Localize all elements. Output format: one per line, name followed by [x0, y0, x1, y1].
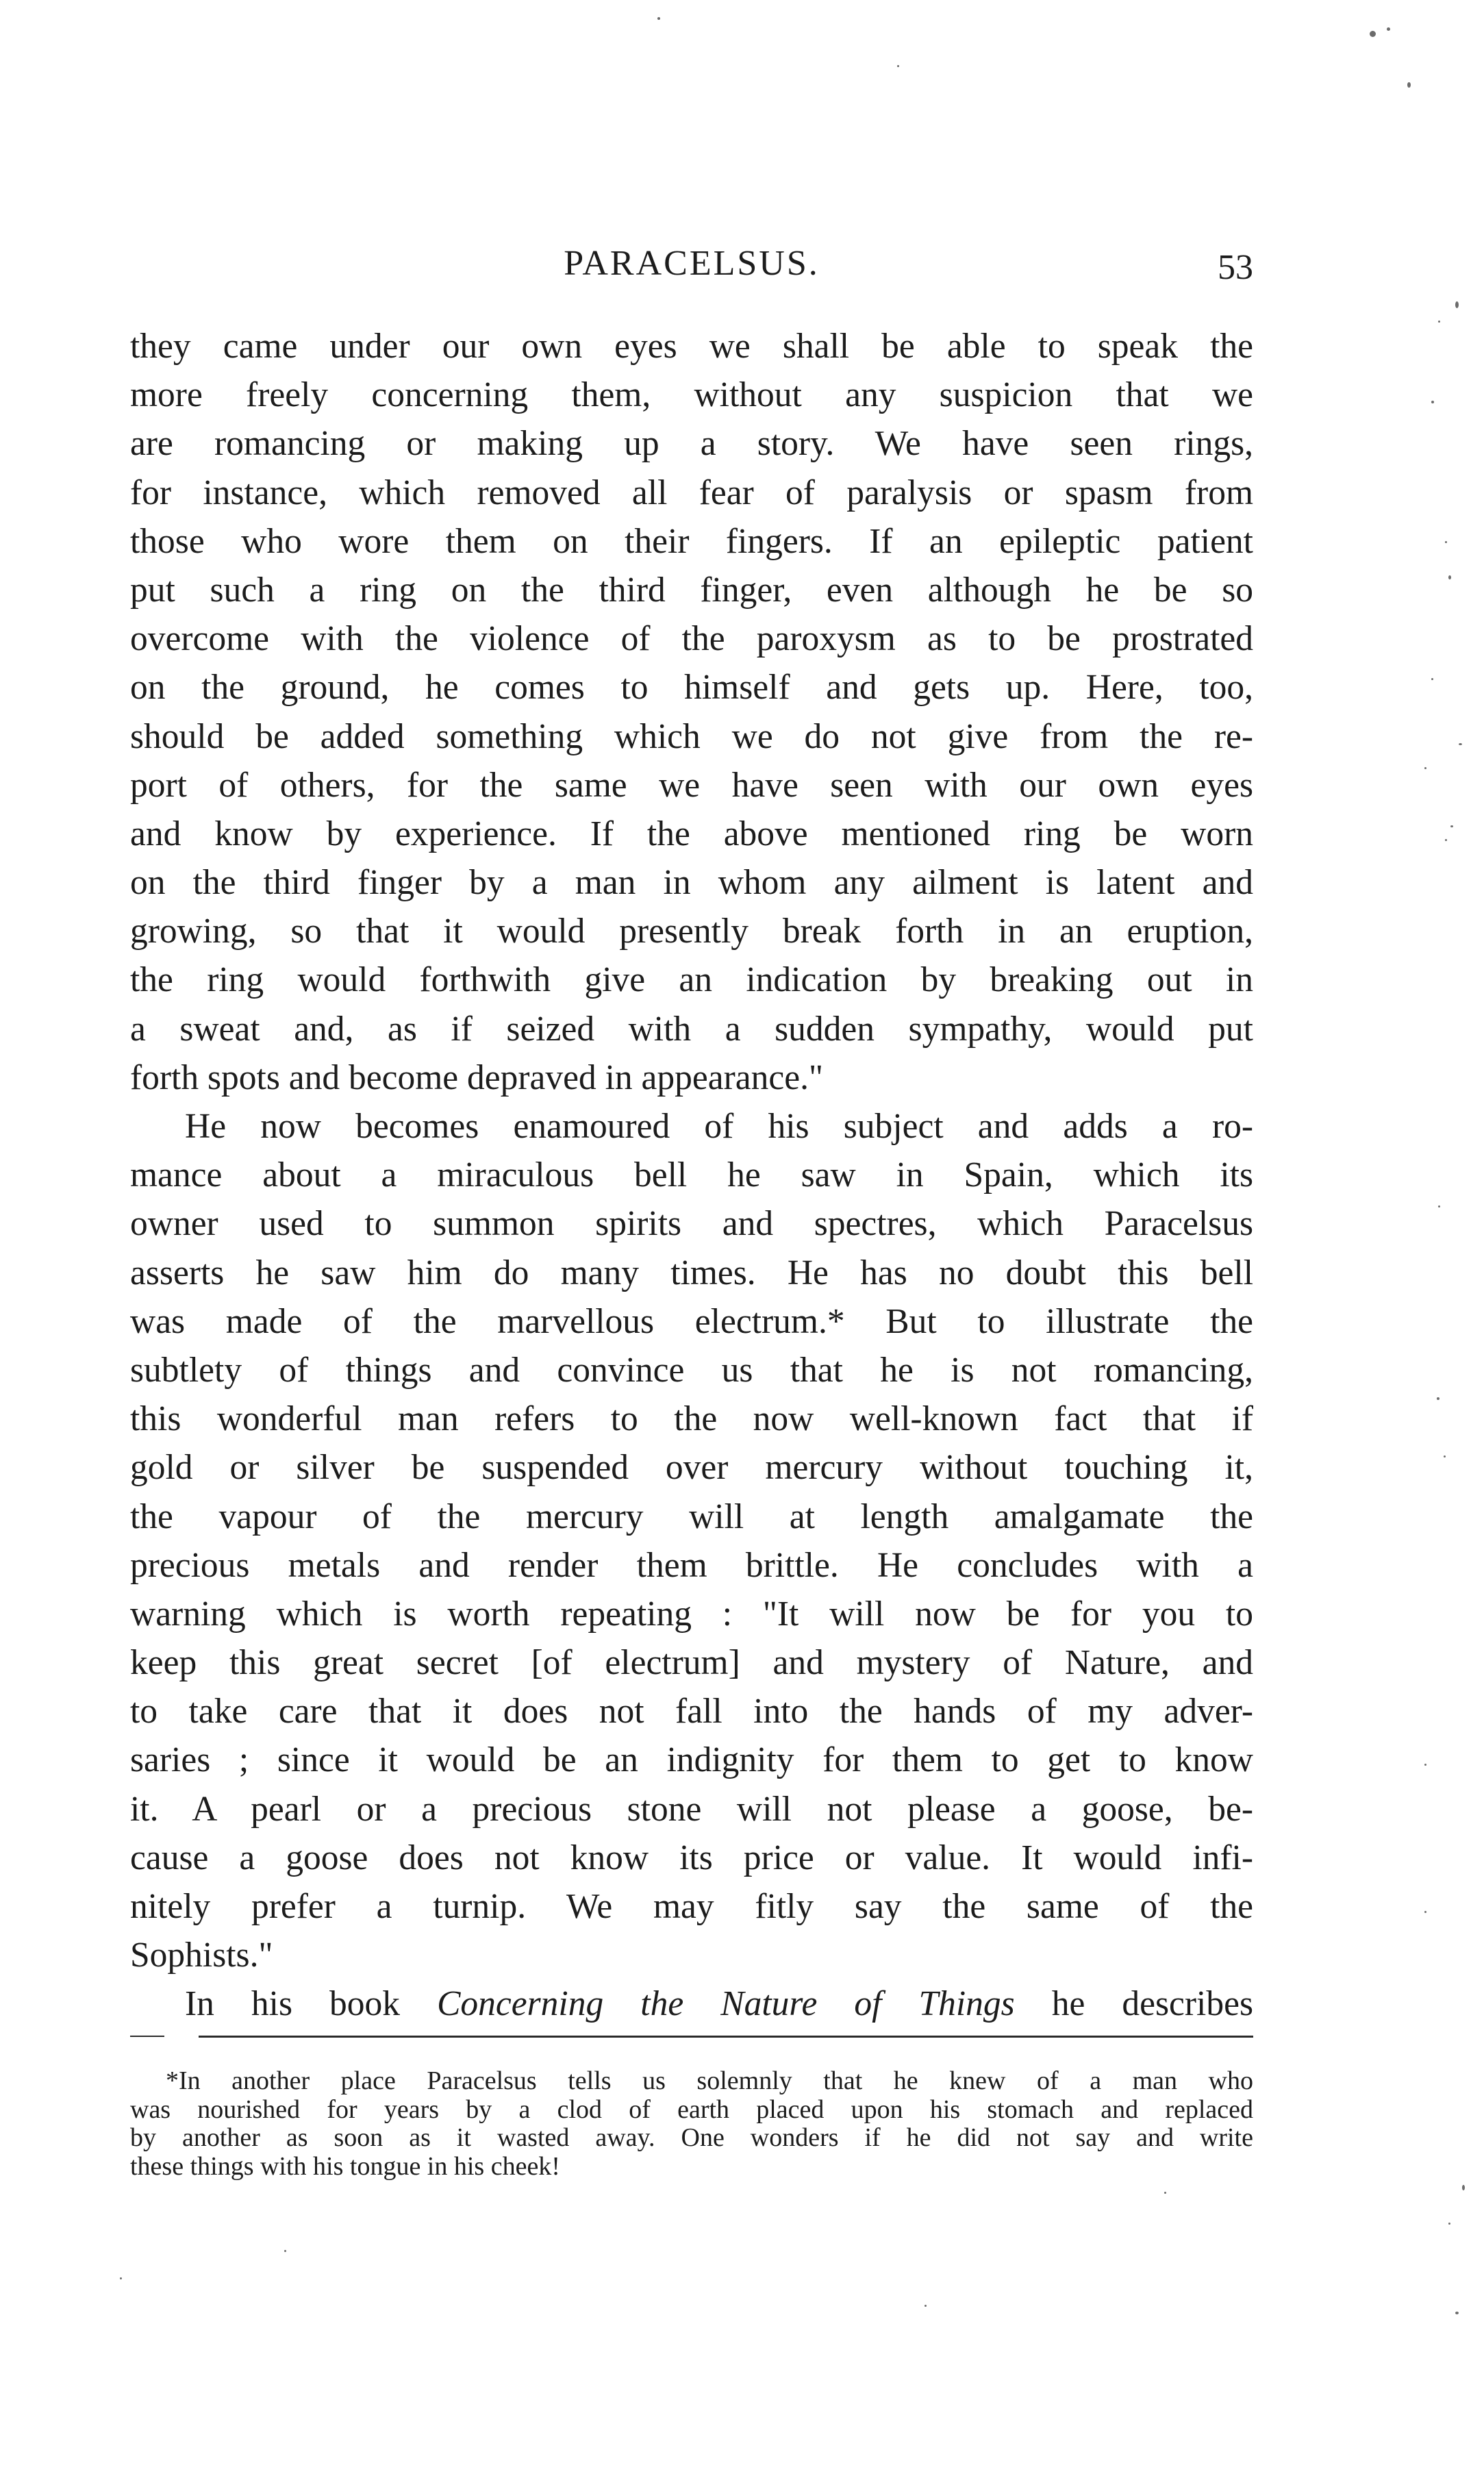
footnote-line: these things with his tongue in his cheek!	[130, 2152, 560, 2181]
text-line: subtlety of things and convince us that he is not romancing,	[130, 1350, 1253, 1390]
scan-speck	[657, 17, 660, 20]
scan-speck	[1448, 575, 1451, 579]
text-line: the ring would forthwith give an indication by breaking out in	[130, 960, 1253, 1000]
paragraph-end-line: Sophists."	[130, 1936, 273, 1975]
text-line: owner used to summon spirits and spectres, which Paracelsus	[130, 1204, 1253, 1244]
text-line: port of others, for the same we have seen with our own eyes	[130, 765, 1253, 805]
text-line: cause a goose does not know its price or value. It would infi-	[130, 1838, 1253, 1877]
scan-speck	[1424, 767, 1426, 769]
footnote-rule-dash	[130, 2036, 164, 2037]
text-line: was made of the marvellous electrum.* But to illustrate the	[130, 1301, 1253, 1341]
scan-speck	[1455, 301, 1459, 308]
scan-speck	[1438, 321, 1440, 323]
scan-speck	[1445, 541, 1447, 543]
paragraph-end-line: forth spots and become depraved in appearance."	[130, 1058, 823, 1097]
text-line: should be added something which we do not give from the re-	[130, 716, 1253, 756]
text-line: keep this great secret [of electrum] and mystery of Nature, and	[130, 1643, 1253, 1683]
text-line: it. A pearl or a precious stone will not please a goose, be-	[130, 1789, 1253, 1829]
text-line: the vapour of the mercury will at length amalgamate the	[130, 1497, 1253, 1536]
scan-speck	[1370, 31, 1376, 37]
scan-speck	[1459, 743, 1462, 745]
running-title: PARACELSUS.	[564, 244, 820, 283]
text-line: saries ; since it would be an indignity for them to get to know	[130, 1740, 1253, 1780]
text-line: gold or silver be suspended over mercury without touching it,	[130, 1448, 1253, 1488]
scan-speck	[1455, 2312, 1459, 2314]
book-title: Concerning the Nature of Things	[437, 1984, 1015, 2024]
scan-speck	[925, 2305, 927, 2307]
text-line: asserts he saw him do many times. He has no doubt this bell	[130, 1253, 1253, 1292]
text-line: on the ground, he comes to himself and gets up. Here, too,	[130, 668, 1253, 708]
scan-speck	[1462, 2185, 1465, 2190]
page-number: 53	[1218, 248, 1253, 287]
scan-speck	[1444, 1455, 1446, 1458]
footnote-line: *In another place Paracelsus tells us solemnly that he knew of a man who	[166, 2067, 1253, 2095]
text-line: and know by experience. If the above mentioned ring be worn	[130, 814, 1253, 853]
scan-speck	[1437, 1397, 1439, 1400]
footnote-line: by another as soon as it wasted away. One wonders if he did not say and write	[130, 2124, 1253, 2152]
scan-speck	[1445, 839, 1447, 841]
scan-speck	[1164, 2192, 1166, 2194]
text-line: those who wore them on their fingers. If an epileptic patient	[130, 521, 1253, 561]
text-line: nitely prefer a turnip. We may fitly say the same of the	[130, 1887, 1253, 1926]
footnote	[130, 2067, 1253, 2181]
text-line: warning which is worth repeating : "It will now be for you to	[130, 1594, 1253, 1634]
text-line: a sweat and, as if seized with a sudden sympathy, would put	[130, 1009, 1253, 1049]
scan-speck	[1450, 825, 1453, 827]
text-line: they came under our own eyes we shall be able to speak the	[130, 327, 1253, 366]
text-line: mance about a miraculous bell he saw in Spain, which its	[130, 1155, 1253, 1195]
text-line: more freely concerning them, without any suspicion that we	[130, 375, 1253, 415]
text-line: this wonderful man refers to the now well-known fact that if	[130, 1399, 1253, 1439]
scan-speck	[1424, 1911, 1426, 1913]
scan-speck	[1407, 82, 1411, 88]
scan-speck	[1431, 678, 1433, 680]
text-line: overcome with the violence of the paroxysm as to be prostrated	[130, 619, 1253, 659]
text-line: on the third finger by a man in whom any ailment is latent and	[130, 863, 1253, 903]
running-head	[130, 236, 1253, 291]
paragraph-start-line: He now becomes enamoured of his subject and adds a ro-	[185, 1107, 1253, 1146]
text-line: for instance, which removed all fear of paralysis or spasm from	[130, 473, 1253, 512]
body-text	[130, 322, 1253, 2029]
text-run: In his book	[185, 1984, 438, 2024]
footnote-line: was nourished for years by a clod of earth placed upon his stomach and replaced	[130, 2095, 1253, 2124]
scan-speck	[1448, 2223, 1450, 2225]
scan-speck	[897, 65, 899, 67]
text-line: put such a ring on the third finger, even although he be so	[130, 570, 1253, 610]
text-line: growing, so that it would presently break forth in an eruption,	[130, 912, 1253, 951]
scan-speck	[120, 2277, 122, 2279]
paragraph-start-line	[130, 1979, 1253, 2028]
text-run: he describes	[1014, 1984, 1253, 2024]
scan-speck	[284, 2250, 286, 2252]
text-line: to take care that it does not fall into the hands of my adver-	[130, 1692, 1253, 1731]
scan-speck	[1387, 27, 1390, 31]
scan-speck	[1431, 401, 1434, 403]
scan-speck	[1424, 1764, 1426, 1766]
footnote-rule	[199, 2036, 1253, 2038]
text-line: are romancing or making up a story. We have seen rings,	[130, 424, 1253, 464]
text-line: precious metals and render them brittle. He concludes with a	[130, 1545, 1253, 1585]
scan-speck	[1438, 1205, 1440, 1208]
